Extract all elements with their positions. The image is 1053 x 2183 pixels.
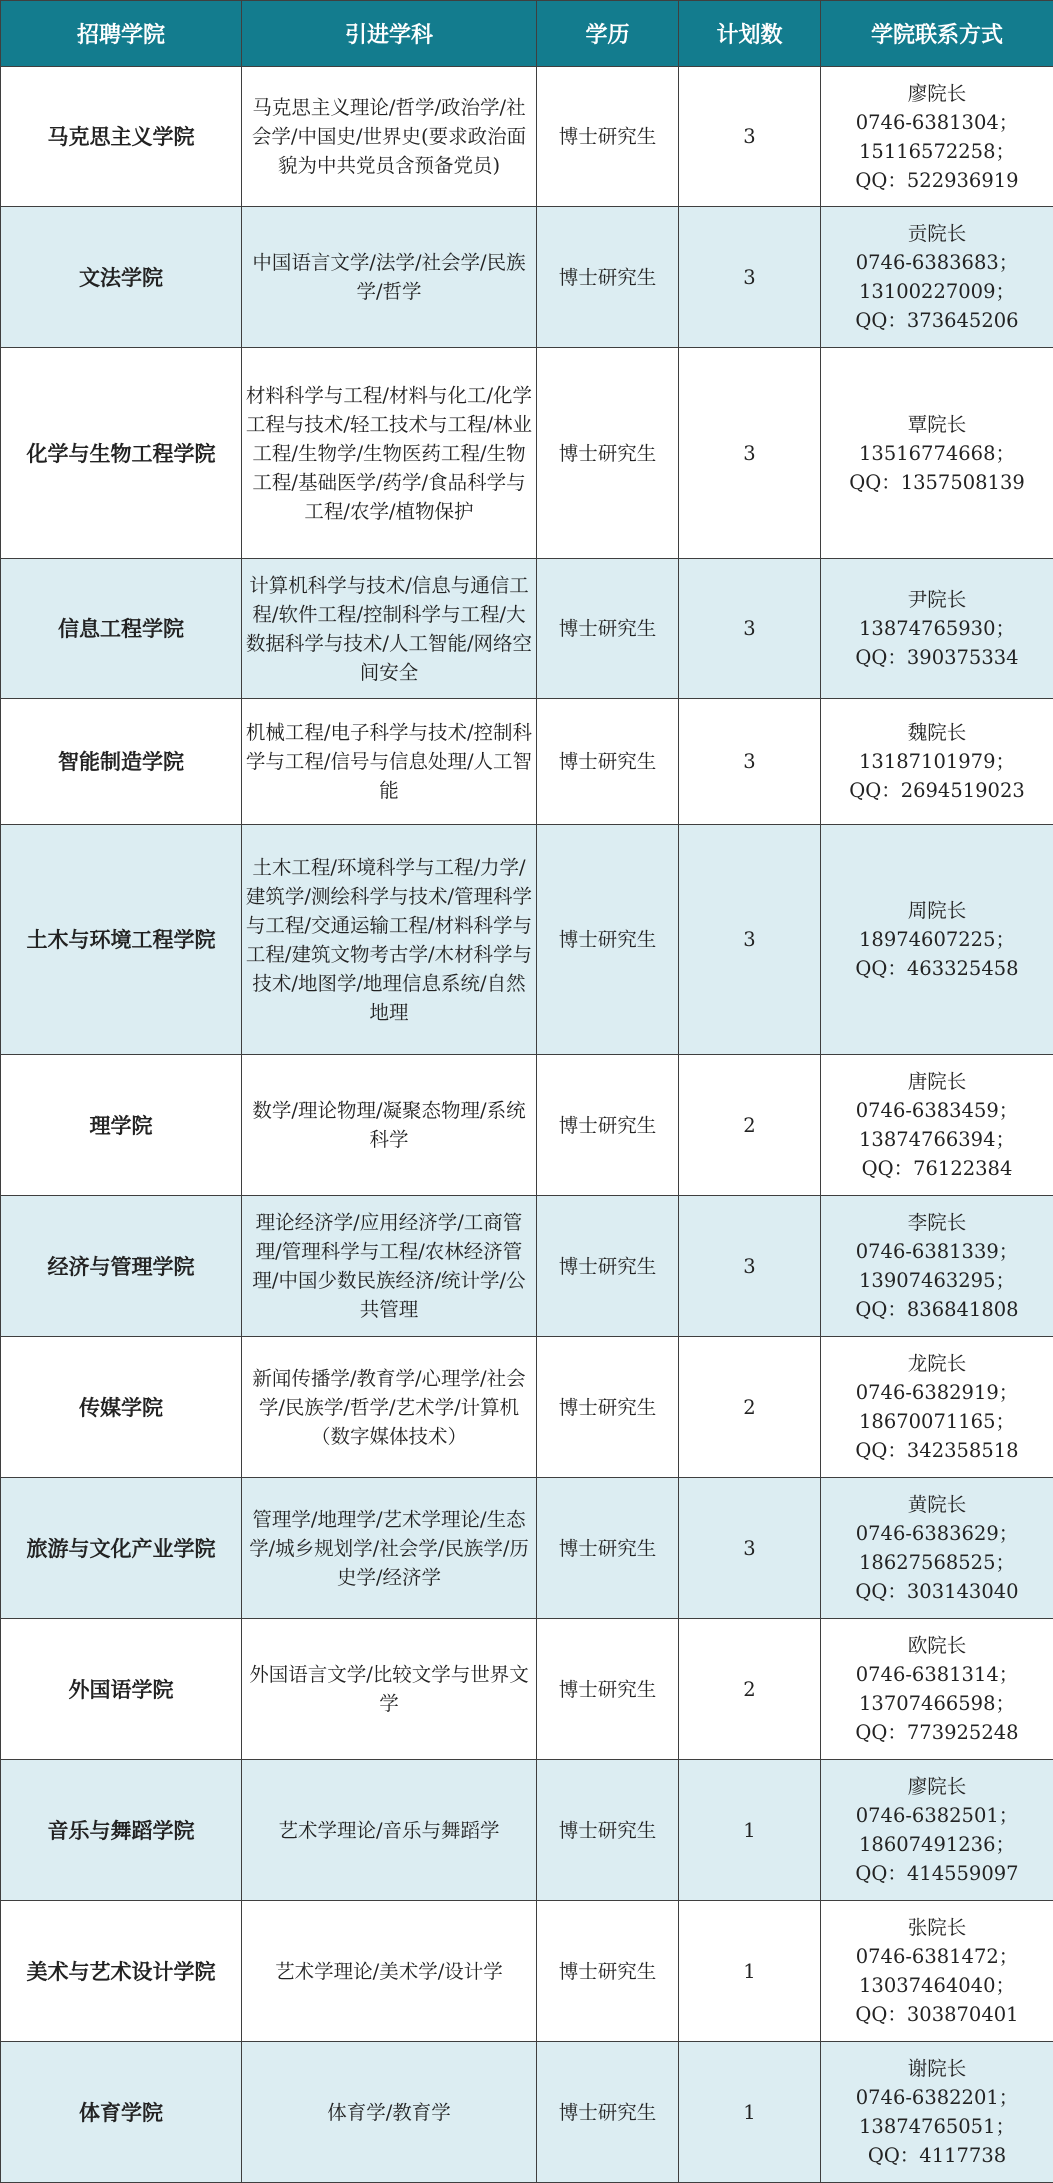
contact-line: 0746-6382919； [855,1381,1019,1404]
contact-line: 13100227009； [859,280,1015,303]
degree-cell: 博士研究生 [537,1055,679,1196]
subjects-cell: 外国语言文学/比较文学与世界文学 [242,1619,537,1760]
plan-count-cell: 3 [679,1478,821,1619]
contact-name: 魏院长 [907,721,967,744]
plan-count-cell: 3 [679,348,821,559]
degree-cell: 博士研究生 [537,207,679,348]
table-row [1,67,1053,207]
contact-line: 0746-6382501； [855,1804,1019,1827]
contact-line: QQ：522936919 [855,168,1019,192]
contact-line: 13187101979； [859,750,1015,773]
subjects-cell: 机械工程/电子科学与技术/控制科学与工程/信号与信息处理/人工智能 [242,699,537,825]
college-cell: 美术与艺术设计学院 [1,1901,242,2042]
degree-cell: 博士研究生 [537,1196,679,1337]
table-row [1,825,1053,1055]
contact-line: 13037464040； [859,1974,1015,1997]
table-row [1,1196,1053,1337]
table-body [1,67,1053,2183]
plan-count-cell: 1 [679,1901,821,2042]
college-cell: 土木与环境工程学院 [1,825,242,1055]
subjects-cell: 管理学/地理学/艺术学理论/生态学/城乡规划学/社会学/民族学/历史学/经济学 [242,1478,537,1619]
contact-name: 周院长 [907,899,967,922]
header-subjects: 引进学科 [242,1,537,67]
contact-line: QQ：303143040 [855,1580,1019,1603]
table-row [1,1760,1053,1901]
contact-line: 0746-6381314； [855,1663,1019,1686]
subjects-cell: 中国语言文学/法学/社会学/民族学/哲学 [242,207,537,348]
plan-count-cell: 3 [679,559,821,699]
subjects-cell: 理论经济学/应用经济学/工商管理/管理科学与工程/农林经济管理/中国少数民族经济/统计学/公共管理 [242,1196,537,1337]
contact-line: 13874766394； [859,1128,1015,1151]
contact-name: 唐院长 [907,1070,967,1093]
contact-line: QQ：390375334 [855,646,1019,669]
plan-count-cell: 3 [679,207,821,348]
table-header [1,1,1053,67]
contact-line: 0746-6383629； [855,1522,1019,1545]
contact-cell [821,1901,1053,2042]
contact-line: 0746-6383683； [855,251,1019,274]
contact-cell [821,1055,1053,1196]
contact-line: 13707466598； [859,1692,1015,1715]
contact-line: 0746-6383459； [855,1099,1019,1122]
subjects-cell: 土木工程/环境科学与工程/力学/建筑学/测绘科学与技术/管理科学与工程/交通运输工程/材料科学与工程/建筑文物考古学/木材科学与技术/地图学/地理信息系统/自然地理 [242,825,537,1055]
contact-line: 0746-6381304； [855,110,1019,134]
contact-cell [821,699,1053,825]
plan-count-cell: 3 [679,825,821,1055]
college-cell: 音乐与舞蹈学院 [1,1760,242,1901]
table-row [1,699,1053,825]
contact-cell [821,348,1053,559]
degree-cell: 博士研究生 [537,559,679,699]
college-cell: 旅游与文化产业学院 [1,1478,242,1619]
table-row [1,1055,1053,1196]
college-cell: 理学院 [1,1055,242,1196]
college-cell: 经济与管理学院 [1,1196,242,1337]
table-row [1,1478,1053,1619]
table-row [1,1619,1053,1760]
college-cell: 外国语学院 [1,1619,242,1760]
contact-line: QQ：76122384 [861,1157,1013,1180]
table-row [1,1901,1053,2042]
subjects-cell: 材料科学与工程/材料与化工/化学工程与技术/轻工技术与工程/林业工程/生物学/生物医药工程/生物工程/基础医学/药学/食品科学与工程/农学/植物保护 [242,348,537,559]
plan-count-cell: 2 [679,1055,821,1196]
college-cell: 化学与生物工程学院 [1,348,242,559]
contact-line: QQ：463325458 [855,957,1019,980]
college-cell: 文法学院 [1,207,242,348]
subjects-cell: 计算机科学与技术/信息与通信工程/软件工程/控制科学与工程/大数据科学与技术/人工智能/网络空间安全 [242,559,537,699]
header-contact: 学院联系方式 [821,1,1053,67]
contact-line: 18670071165； [859,1410,1015,1433]
contact-cell [821,1478,1053,1619]
degree-cell: 博士研究生 [537,1901,679,2042]
subjects-cell: 艺术学理论/美术学/设计学 [242,1901,537,2042]
contact-name: 贡院长 [907,222,967,245]
contact-line: QQ：303870401 [855,2003,1019,2026]
subjects-cell: 新闻传播学/教育学/心理学/社会学/民族学/哲学/艺术学/计算机（数字媒体技术） [242,1337,537,1478]
college-cell: 传媒学院 [1,1337,242,1478]
college-cell: 马克思主义学院 [1,67,242,207]
degree-cell: 博士研究生 [537,1619,679,1760]
contact-cell [821,1760,1053,1901]
degree-cell: 博士研究生 [537,348,679,559]
contact-line: 0746-6382201； [855,2086,1019,2109]
degree-cell: 博士研究生 [537,1760,679,1901]
subjects-cell: 马克思主义理论/哲学/政治学/社会学/中国史/世界史(要求政治面貌为中共党员含预备党员) [242,67,537,207]
degree-cell: 博士研究生 [537,1478,679,1619]
contact-cell [821,559,1053,699]
contact-line: 13874765930； [859,617,1015,640]
contact-name: 尹院长 [907,588,967,611]
contact-line: QQ：2694519023 [849,779,1025,802]
contact-name: 覃院长 [907,412,967,436]
header-college: 招聘学院 [1,1,242,67]
degree-cell: 博士研究生 [537,2042,679,2183]
degree-cell: 博士研究生 [537,825,679,1055]
contact-line: QQ：1357508139 [849,470,1025,494]
contact-cell [821,1196,1053,1337]
contact-line: 18607491236； [859,1833,1015,1856]
contact-name: 黄院长 [907,1493,967,1516]
plan-count-cell: 2 [679,1619,821,1760]
contact-cell [821,207,1053,348]
plan-count-cell: 3 [679,699,821,825]
contact-line: 13874765051； [859,2115,1015,2138]
degree-cell: 博士研究生 [537,1337,679,1478]
subjects-cell: 体育学/教育学 [242,2042,537,2183]
contact-cell [821,825,1053,1055]
contact-name: 李院长 [907,1211,967,1234]
contact-line: QQ：773925248 [855,1721,1019,1744]
contact-line: QQ：342358518 [855,1439,1019,1462]
table-row [1,559,1053,699]
header-plan: 计划数 [679,1,821,67]
college-cell: 智能制造学院 [1,699,242,825]
contact-line: 15116572258； [859,139,1015,163]
contact-name: 欧院长 [907,1634,967,1657]
header-row [1,1,1053,67]
contact-line: 0746-6381339； [855,1240,1019,1263]
plan-count-cell: 1 [679,2042,821,2183]
college-cell: 体育学院 [1,2042,242,2183]
contact-line: 13907463295； [859,1269,1015,1292]
contact-line: 0746-6381472； [855,1945,1019,1968]
contact-cell [821,1619,1053,1760]
table-row [1,348,1053,559]
contact-line: 18627568525； [859,1551,1015,1574]
contact-name: 廖院长 [907,1775,967,1798]
degree-cell: 博士研究生 [537,67,679,207]
subjects-cell: 艺术学理论/音乐与舞蹈学 [242,1760,537,1901]
table-row [1,207,1053,348]
contact-cell [821,1337,1053,1478]
plan-count-cell: 2 [679,1337,821,1478]
table-row [1,2042,1053,2183]
college-cell: 信息工程学院 [1,559,242,699]
plan-count-cell: 3 [679,67,821,207]
contact-line: QQ：4117738 [867,2144,1007,2167]
contact-line: 18974607225； [859,928,1015,951]
contact-name: 谢院长 [907,2057,967,2080]
contact-line: 13516774668； [859,441,1015,465]
header-degree: 学历 [537,1,679,67]
subjects-cell: 数学/理论物理/凝聚态物理/系统科学 [242,1055,537,1196]
plan-count-cell: 1 [679,1760,821,1901]
contact-name: 廖院长 [907,81,967,105]
contact-cell [821,2042,1053,2183]
contact-line: QQ：414559097 [855,1862,1019,1885]
plan-count-cell: 3 [679,1196,821,1337]
degree-cell: 博士研究生 [537,699,679,825]
contact-name: 龙院长 [907,1352,967,1375]
contact-line: QQ：836841808 [855,1298,1019,1321]
table-row [1,1337,1053,1478]
contact-line: QQ：373645206 [855,309,1019,332]
contact-name: 张院长 [907,1916,967,1939]
contact-cell [821,67,1053,207]
